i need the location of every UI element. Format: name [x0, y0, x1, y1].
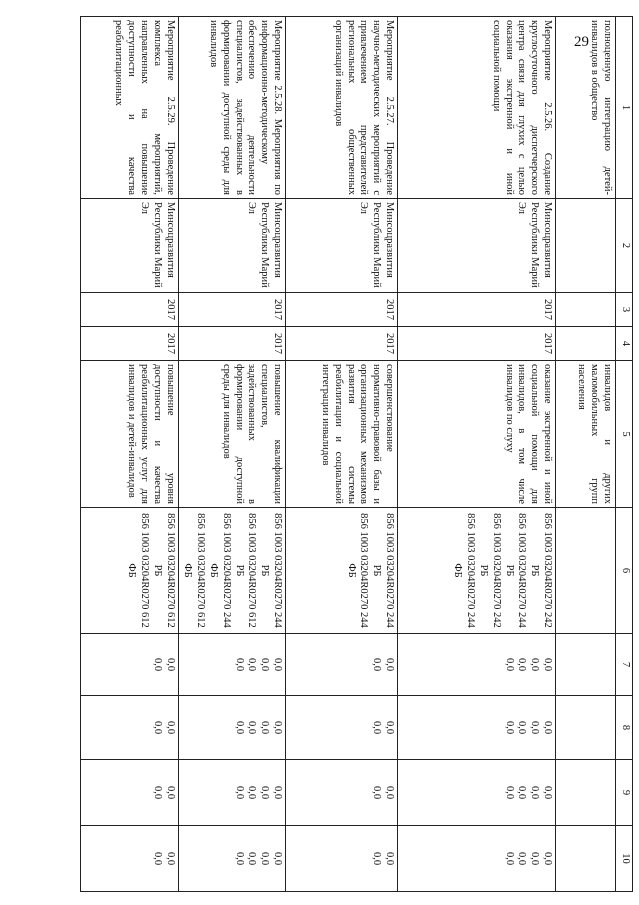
value-col7-line: 0,0	[542, 657, 553, 672]
value-col10	[398, 826, 556, 892]
value-col9-line: 0,0	[246, 785, 258, 800]
executor: Минсоцразвития Республики Марий Эл	[398, 199, 556, 293]
value-col10-line: 0,0	[151, 851, 163, 866]
value-col10-line: 0,0	[542, 851, 553, 866]
budget-code-line: 856 1003 03204R0270 244 РБ	[503, 513, 528, 628]
budget-code-line: 856 1003 03204R0270 242 РБ	[478, 513, 502, 628]
value-col8-line: 0,0	[516, 720, 528, 735]
value-col10-line: 0,0	[371, 851, 383, 866]
value-col7-line: 0,0	[503, 657, 515, 672]
executor: Минсоцразвития Республики Марий Эл	[286, 199, 398, 293]
expected-result: повышение уровня доступности и качества реабилитационных услуг для инвалидов и детей-инвалидов	[80, 361, 178, 508]
value-col9-line: 0,0	[503, 785, 515, 800]
table-row	[398, 17, 556, 892]
column-header: 6	[616, 508, 633, 634]
value-col9-line: 0,0	[272, 785, 283, 800]
column-header: 5	[616, 361, 633, 508]
value-col7-line: 0,0	[233, 657, 245, 672]
value-col7-line: 0,0	[529, 657, 541, 672]
empty-cell	[556, 508, 616, 634]
value-col9-line: 0,0	[384, 785, 395, 800]
budget-code-line: 856 1003 03204R0270 244 РБ	[259, 513, 283, 628]
value-col7	[80, 634, 178, 696]
column-header: 4	[616, 327, 633, 361]
empty-cell	[556, 327, 616, 361]
column-header: 10	[616, 826, 633, 892]
value-col8-line: 0,0	[164, 720, 176, 735]
value-col9-line: 0,0	[259, 785, 271, 800]
empty-cell	[556, 634, 616, 696]
column-header: 1	[616, 17, 633, 199]
budget-code	[80, 508, 178, 634]
value-col10-line: 0,0	[516, 851, 528, 866]
expected-result: оказание экстренной и иной социальной помощи для инвалидов, в том числе инвалидов по слуху	[398, 361, 556, 508]
empty-cell	[556, 293, 616, 327]
budget-code-line: 856 1003 03204R0270 244 РБ	[371, 513, 395, 628]
executor: Минсоцразвития Республики Марий Эл	[80, 199, 178, 293]
budget-code-line: 856 1003 03204R0270 612 ФБ	[126, 513, 151, 628]
rotated-table-wrapper	[85, 16, 633, 891]
start-year: 2017	[80, 293, 178, 327]
budget-code-line: 856 1003 03204R0270 242 РБ	[529, 513, 553, 628]
value-col8-line: 0,0	[371, 720, 383, 735]
value-col10-line: 0,0	[259, 851, 271, 866]
budget-code-line: 856 1003 03204R0270 612 РБ	[151, 513, 176, 628]
value-col8-line: 0,0	[384, 720, 395, 735]
value-col10	[178, 826, 285, 892]
value-col9	[80, 760, 178, 826]
budget-code	[398, 508, 556, 634]
value-col10-line: 0,0	[503, 851, 515, 866]
budget-code-line: 856 1003 03204R0270 244 ФБ	[208, 513, 232, 628]
value-col10	[286, 826, 398, 892]
value-col8	[286, 696, 398, 760]
activity-title: Мероприятие 2.5.26. Создание круглосуточного диспетчерского центра связи для глухих с целью оказания экстренной и иной социальной помощи	[398, 17, 556, 199]
value-col10-line: 0,0	[384, 851, 395, 866]
budget-code-line: 856 1003 03204R0270 244 ФБ	[345, 513, 370, 628]
value-col7-line: 0,0	[164, 657, 176, 672]
value-col7	[398, 634, 556, 696]
value-col7-line: 0,0	[384, 657, 395, 672]
value-col8-line: 0,0	[542, 720, 553, 735]
table-row	[178, 17, 285, 892]
expected-result: совершенствование нормативно-правовой базы и организационных механизмов развития системы реабилитации и социальной интеграции инвалидов	[286, 361, 398, 508]
value-col8	[178, 696, 285, 760]
activity-title: Мероприятие 2.5.29. Проведение комплекса мероприятий, направленных на повышение доступности и качества реабилитационных	[80, 17, 178, 199]
start-year: 2017	[286, 293, 398, 327]
value-col9-line: 0,0	[151, 785, 163, 800]
value-col7-line: 0,0	[246, 657, 258, 672]
start-year: 2017	[178, 293, 285, 327]
value-col8-line: 0,0	[259, 720, 271, 735]
budget-code-line: 856 1003 03204R0270 612 РБ	[233, 513, 258, 628]
value-col10-line: 0,0	[246, 851, 258, 866]
activity-title: Мероприятие 2.5.27. Проведение научно-методических мероприятий с привлечением представителей региональных общественных организаций инвалидов	[286, 17, 398, 199]
value-col7-line: 0,0	[371, 657, 383, 672]
value-col9	[398, 760, 556, 826]
value-col8-line: 0,0	[151, 720, 163, 735]
value-col9-line: 0,0	[371, 785, 383, 800]
value-col8-line: 0,0	[272, 720, 283, 735]
budget-code	[286, 508, 398, 634]
value-col7-line: 0,0	[259, 657, 271, 672]
empty-cell	[556, 760, 616, 826]
budget-code	[178, 508, 285, 634]
end-year: 2017	[398, 327, 556, 361]
value-col8-line: 0,0	[233, 720, 245, 735]
value-col9	[178, 760, 285, 826]
value-col8-line: 0,0	[503, 720, 515, 735]
table-row	[286, 17, 398, 892]
continuation-cell-5: инвалидов и других маломобильных групп населения	[556, 361, 616, 508]
end-year: 2017	[80, 327, 178, 361]
value-col7	[178, 634, 285, 696]
value-col10-line: 0,0	[272, 851, 283, 866]
value-col8-line: 0,0	[246, 720, 258, 735]
value-col9-line: 0,0	[164, 785, 176, 800]
activity-title: Мероприятие 2.5.28. Мероприятия по информационно-методическому обеспечению деятельности специалистов, задействованных в формировании доступной среды для инвалидов	[178, 17, 285, 199]
column-header: 2	[616, 199, 633, 293]
value-col10	[80, 826, 178, 892]
start-year: 2017	[398, 293, 556, 327]
continuation-row	[556, 17, 616, 892]
value-col10-line: 0,0	[529, 851, 541, 866]
column-header: 3	[616, 293, 633, 327]
value-col9-line: 0,0	[529, 785, 541, 800]
value-col8	[398, 696, 556, 760]
end-year: 2017	[178, 327, 285, 361]
header-row	[616, 17, 633, 892]
continuation-cell-1: полноценную интеграцию детей-инвалидов в общество	[556, 17, 616, 199]
value-col9	[286, 760, 398, 826]
page-number: 29	[574, 34, 589, 50]
table-row	[80, 17, 178, 892]
value-col9-line: 0,0	[233, 785, 245, 800]
executor: Минсоцразвития Республики Марий Эл	[178, 199, 285, 293]
budget-code-line: 856 1003 03204R0270 244 ФБ	[452, 513, 477, 628]
end-year: 2017	[286, 327, 398, 361]
value-col9-line: 0,0	[516, 785, 528, 800]
value-col10-line: 0,0	[164, 851, 176, 866]
empty-cell	[556, 826, 616, 892]
empty-cell	[556, 696, 616, 760]
value-col7-line: 0,0	[272, 657, 283, 672]
value-col9-line: 0,0	[542, 785, 553, 800]
value-col10-line: 0,0	[233, 851, 245, 866]
value-col7-line: 0,0	[516, 657, 528, 672]
budget-code-line: 856 1003 03204R0270 612 ФБ	[182, 513, 207, 628]
column-header: 7	[616, 634, 633, 696]
value-col7-line: 0,0	[151, 657, 163, 672]
column-header: 8	[616, 696, 633, 760]
expected-result: повышение квалификации специалистов, задействованных в формировании доступной среды для инвалидов	[178, 361, 285, 508]
program-table	[80, 16, 633, 892]
value-col8-line: 0,0	[529, 720, 541, 735]
value-col7	[286, 634, 398, 696]
value-col8	[80, 696, 178, 760]
column-header: 9	[616, 760, 633, 826]
empty-cell	[556, 199, 616, 293]
